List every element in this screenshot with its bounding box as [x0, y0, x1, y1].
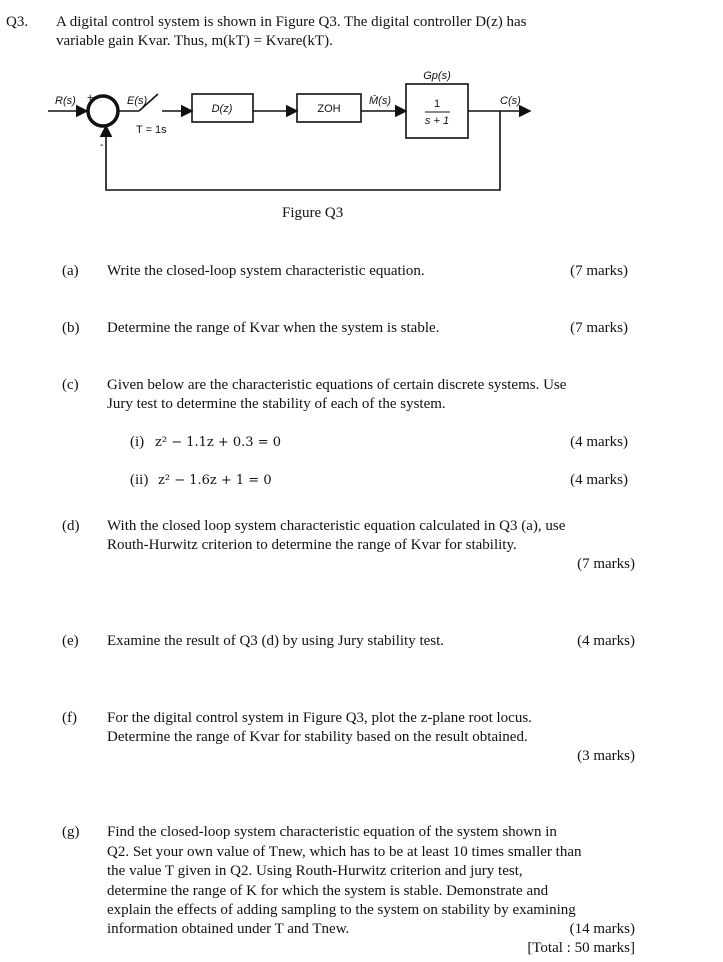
part-b-text: Determine the range of Kvar when the system is stable. [107, 320, 440, 336]
part-g-label: (g) [62, 824, 80, 840]
part-f-label: (f) [62, 710, 77, 726]
gp-label: Gp(s) [423, 70, 451, 82]
total-marks: [Total : 50 marks] [527, 940, 635, 956]
part-b-marks: (7 marks) [570, 320, 628, 336]
block-diagram [0, 0, 723, 200]
part-d-marks: (7 marks) [577, 556, 635, 572]
r-label: R(s) [55, 95, 76, 107]
dz-label: D(z) [211, 103, 233, 115]
part-e-text: Examine the result of Q3 (d) by using Jury stability test. [107, 633, 445, 649]
part-f-text-2: Determine the range of Kvar for stability based on the result obtained. [107, 729, 528, 745]
part-a-text: Write the closed-loop system characteristic equation. [107, 263, 425, 279]
part-b-label: (b) [62, 320, 80, 336]
part-d-text-1: With the closed loop system characteristic equation calculated in Q3 (a), use [107, 518, 566, 534]
part-c-text-1: Given below are the characteristic equations of certain discrete systems. Use [107, 377, 567, 393]
minus-sign: - [100, 139, 104, 151]
part-c-text-2: Jury test to determine the stability of each of the system. [107, 396, 446, 412]
part-g-text-4: determine the range of K for which the system is stable. Demonstrate and [107, 883, 549, 899]
plus-sign: + [87, 92, 94, 104]
subpart-ii-marks: (4 marks) [570, 472, 628, 488]
sampling-period: T = 1s [136, 124, 167, 136]
part-g-text-5: explain the effects of adding sampling to the system on stability by examining [107, 902, 576, 918]
part-g-text-1: Find the closed-loop system characteristic equation of the system shown in [107, 824, 557, 840]
m-label: M̄(s) [369, 95, 391, 107]
part-a-label: (a) [62, 263, 79, 279]
plant-block [406, 84, 468, 138]
subpart-ii-label: (ii) [130, 472, 149, 488]
question-number: Q3. [6, 14, 29, 30]
part-d-label: (d) [62, 518, 80, 534]
part-c-label: (c) [62, 377, 79, 393]
part-g-text-2: Q2. Set your own value of Tnew, which has to be at least 10 times smaller than [107, 844, 582, 860]
subpart-ii-eq: z² − 1.6z + 1 = 0 [158, 473, 272, 488]
subpart-i-label: (i) [130, 434, 145, 450]
question-intro-2: variable gain Kvar. Thus, m(kT) = Kvare(kT). [56, 33, 333, 49]
part-e-label: (e) [62, 633, 79, 649]
tf-numerator: 1 [433, 98, 441, 110]
part-f-marks: (3 marks) [577, 748, 635, 764]
part-d-text-2: Routh-Hurwitz criterion to determine the range of Kvar for stability. [107, 537, 517, 553]
part-a-marks: (7 marks) [570, 263, 628, 279]
part-g-text-6: information obtained under T and Tnew. [107, 921, 350, 937]
c-label: C(s) [500, 95, 521, 107]
part-g-marks: (14 marks) [569, 921, 635, 937]
subpart-i-marks: (4 marks) [570, 434, 628, 450]
part-e-marks: (4 marks) [577, 633, 635, 649]
subpart-i-eq: z² − 1.1z + 0.3 = 0 [155, 435, 282, 450]
question-intro-1: A digital control system is shown in Figure Q3. The digital controller D(z) has [56, 14, 527, 30]
part-g-text-3: the value T given in Q2. Using Routh-Hurwitz criterion and jury test, [107, 863, 523, 879]
figure-caption: Figure Q3 [282, 205, 344, 221]
zoh-label: ZOH [317, 103, 341, 115]
tf-denominator: s + 1 [424, 115, 450, 127]
part-f-text-1: For the digital control system in Figure Q3, plot the z-plane root locus. [107, 710, 532, 726]
e-label: E(s) [127, 95, 148, 107]
